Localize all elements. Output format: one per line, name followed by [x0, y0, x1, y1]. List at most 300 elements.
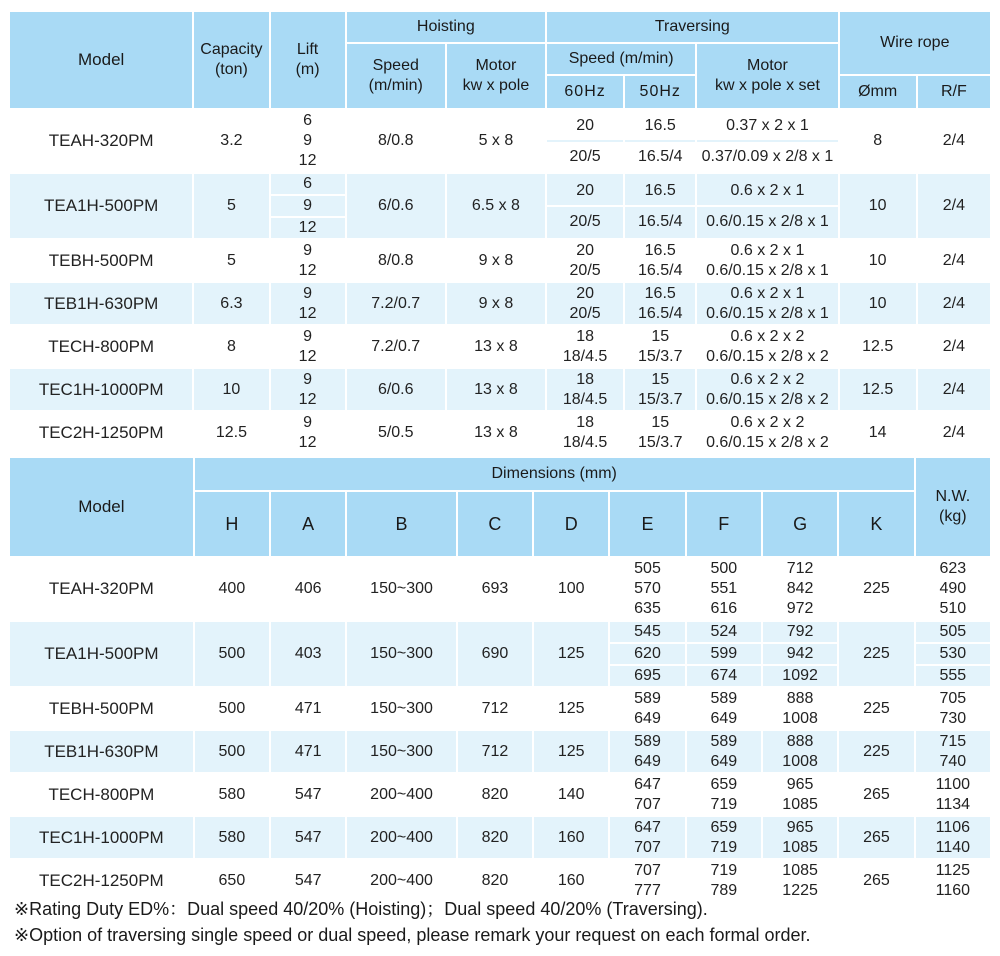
speed-60hz-cell — [547, 412, 623, 453]
speed-60hz-cell — [547, 369, 623, 410]
dim-g-cell — [763, 817, 837, 858]
hoisting-motor-cell: 5 x 8 — [447, 110, 545, 172]
speed-50hz-cell-line: 15/3.7 — [637, 433, 683, 451]
table-row — [10, 622, 990, 686]
table-row — [10, 326, 990, 367]
dim-b-cell: 150~300 — [347, 622, 455, 686]
dim-c-cell: 820 — [458, 817, 532, 858]
table-row — [10, 174, 990, 238]
lift-cell-line: 12 — [298, 347, 317, 365]
dim-h-cell: 500 — [195, 731, 269, 772]
dim-e-cell-line: 649 — [634, 709, 661, 727]
traversing-motor-cell-line: 0.6 x 2 x 1 — [730, 241, 805, 259]
dim-g-cell-line: 1225 — [782, 881, 818, 899]
model-cell: TEA1H-500PM — [10, 622, 193, 686]
rope-diameter-cell: 8 — [840, 110, 916, 172]
hoisting-speed-cell: 5/0.5 — [347, 412, 445, 453]
traversing-motor-cell-line: 0.37/0.09 x 2/8 x 1 — [697, 140, 837, 171]
speed-50hz-cell-line: 16.5 — [644, 241, 676, 259]
dim-f-cell-line: 659 — [710, 818, 738, 836]
dim-k-cell: 225 — [839, 622, 913, 686]
dim-h-cell: 400 — [195, 558, 269, 620]
dim-f-cell — [687, 622, 761, 686]
model-cell: TEC1H-1000PM — [10, 817, 193, 858]
rope-diameter-cell: 12.5 — [840, 326, 916, 367]
speed-60hz-cell-line: 18/4.5 — [562, 390, 608, 408]
header-dim-g: G — [763, 492, 837, 556]
header-dim-f: F — [687, 492, 761, 556]
dimensions-table — [8, 456, 992, 903]
capacity-cell: 6.3 — [194, 283, 268, 324]
dim-b-cell: 150~300 — [347, 731, 455, 772]
dim-e-cell-line: 589 — [634, 732, 661, 750]
table-row — [10, 240, 990, 281]
net-weight-cell-line: 1100 — [935, 775, 971, 793]
model-cell: TEC2H-1250PM — [10, 860, 193, 901]
header-traversing: Traversing — [547, 12, 838, 42]
hoisting-motor-cell: 13 x 8 — [447, 369, 545, 410]
net-weight-cell-line: 530 — [916, 642, 990, 664]
rope-diameter-cell: 12.5 — [840, 369, 916, 410]
lift-cell-line: 12 — [298, 304, 317, 322]
speed-50hz-cell-line: 16.5/4 — [625, 205, 695, 236]
dim-g-cell-line: 1008 — [782, 752, 818, 770]
header-hoisting-speed: Speed (m/min) — [347, 44, 445, 108]
speed-60hz-cell-line: 18/4.5 — [562, 433, 608, 451]
lift-cell — [271, 174, 345, 238]
dim-e-cell-line: 545 — [634, 623, 661, 640]
net-weight-cell — [916, 860, 990, 901]
lift-cell-line: 9 — [303, 413, 313, 431]
dim-f-cell-line: 524 — [710, 623, 738, 640]
lift-cell — [271, 283, 345, 324]
traversing-motor-cell-line: 0.6 x 2 x 2 — [730, 370, 805, 388]
dim-g-cell — [763, 860, 837, 901]
net-weight-cell-line: 715 — [939, 732, 967, 750]
speed-60hz-cell-line: 18 — [576, 327, 594, 345]
speed-50hz-cell — [625, 412, 695, 453]
dim-g-cell-line: 712 — [786, 560, 814, 577]
header-capacity: Capacity (ton) — [194, 12, 268, 108]
speed-50hz-cell-line: 15/3.7 — [637, 390, 683, 408]
dim-g-cell — [763, 622, 837, 686]
dim-e-cell-line: 505 — [634, 560, 661, 577]
dim-b-cell: 200~400 — [347, 817, 455, 858]
dim-d-cell: 125 — [534, 688, 608, 729]
traversing-motor-cell-line: 0.6/0.15 x 2/8 x 1 — [706, 261, 829, 279]
hoisting-speed-cell: 6/0.6 — [347, 369, 445, 410]
dim-e-cell-line: 695 — [610, 664, 684, 686]
dim-f-cell-line: 551 — [710, 580, 738, 597]
header-dim-a: A — [271, 492, 345, 556]
dim-d-cell: 125 — [534, 731, 608, 772]
speed-60hz-cell-line: 20 — [576, 241, 594, 259]
dim-e-cell-line: 647 — [634, 818, 661, 836]
dim-e-cell-line: 589 — [634, 689, 661, 707]
dim-a-cell: 547 — [271, 860, 345, 901]
header-wire-rope: Wire rope — [840, 12, 990, 74]
speed-60hz-cell-line: 18 — [576, 413, 594, 431]
lift-cell-line: 9 — [303, 370, 313, 388]
dim-g-cell-line: 965 — [786, 775, 814, 793]
speed-50hz-cell-line: 15 — [651, 370, 670, 388]
model-cell: TEB1H-630PM — [10, 283, 192, 324]
dim-e-cell — [610, 731, 684, 772]
dim-a-cell: 403 — [271, 622, 345, 686]
speed-60hz-cell — [547, 283, 623, 324]
header-traversing-motor: Motor kw x pole x set — [697, 44, 837, 108]
speed-60hz-cell-line: 18/4.5 — [562, 347, 608, 365]
dim-f-cell-line: 616 — [710, 600, 738, 617]
footnotes — [14, 896, 811, 948]
rope-rf-cell: 2/4 — [918, 326, 990, 367]
dim-g-cell — [763, 774, 837, 815]
lift-cell-line: 9 — [303, 327, 313, 345]
dim-f-cell-line: 719 — [710, 838, 738, 856]
capacity-cell: 8 — [194, 326, 268, 367]
dim-f-cell-line: 719 — [710, 795, 738, 813]
rope-diameter-cell: 10 — [840, 283, 916, 324]
rope-rf-cell: 2/4 — [918, 412, 990, 453]
table-row — [10, 817, 990, 858]
speed-60hz-cell-line: 20 — [576, 284, 594, 302]
traversing-motor-cell — [697, 369, 837, 410]
model-cell: TEAH-320PM — [10, 110, 192, 172]
lift-cell-line: 6 — [303, 112, 313, 129]
dim-e-cell-line: 649 — [634, 752, 661, 770]
dim-e-cell-line: 620 — [610, 642, 684, 664]
dim-h-cell: 500 — [195, 688, 269, 729]
dim-g-cell-line: 1092 — [763, 664, 837, 686]
net-weight-cell — [916, 731, 990, 772]
dim-f-cell-line: 659 — [710, 775, 738, 793]
traversing-motor-cell-line: 0.6/0.15 x 2/8 x 2 — [706, 390, 829, 408]
speed-50hz-cell-line: 15 — [651, 413, 670, 431]
dim-g-cell-line: 842 — [786, 580, 814, 597]
dim-h-cell: 580 — [195, 774, 269, 815]
header-dim-k: K — [839, 492, 913, 556]
dim-e-cell-line: 707 — [634, 795, 661, 813]
header-dimensions: Dimensions (mm) — [195, 458, 914, 490]
speed-50hz-cell — [625, 326, 695, 367]
lift-cell-line: 12 — [298, 261, 317, 279]
net-weight-cell — [916, 688, 990, 729]
net-weight-cell — [916, 817, 990, 858]
dim-d-cell: 140 — [534, 774, 608, 815]
speed-60hz-cell-line: 20/5 — [547, 205, 623, 236]
dim-e-cell-line: 635 — [634, 600, 661, 617]
traversing-motor-cell-line: 0.6/0.15 x 2/8 x 1 — [697, 205, 837, 236]
dim-k-cell: 265 — [839, 860, 913, 901]
lift-cell — [271, 369, 345, 410]
dim-k-cell: 265 — [839, 774, 913, 815]
dim-d-cell: 100 — [534, 558, 608, 620]
dim-g-cell-line: 942 — [763, 642, 837, 664]
hoisting-motor-cell: 9 x 8 — [447, 240, 545, 281]
traversing-motor-cell-line: 0.6 x 2 x 1 — [730, 284, 805, 302]
net-weight-cell-line: 490 — [939, 580, 967, 597]
table-row — [10, 283, 990, 324]
capacity-cell: 10 — [194, 369, 268, 410]
header-rope-diameter: Ømm — [840, 76, 916, 108]
traversing-motor-cell — [697, 412, 837, 453]
dim-d-cell: 125 — [534, 622, 608, 686]
net-weight-cell-line: 1134 — [935, 795, 971, 813]
dim-h-cell: 650 — [195, 860, 269, 901]
traversing-motor-cell-line: 0.6/0.15 x 2/8 x 2 — [706, 433, 829, 451]
lift-cell-line: 12 — [298, 152, 317, 169]
model-cell: TEA1H-500PM — [10, 174, 192, 238]
lift-cell-line: 9 — [303, 132, 313, 149]
capacity-cell: 3.2 — [194, 110, 268, 172]
lift-cell — [271, 412, 345, 453]
header-60hz: 60Hz — [547, 76, 623, 108]
table-row — [10, 774, 990, 815]
dim-c-cell: 690 — [458, 622, 532, 686]
capacity-cell: 5 — [194, 174, 268, 238]
dim-f-cell-line: 674 — [687, 664, 761, 686]
dim-e-cell-line: 570 — [634, 580, 661, 597]
dim-f-cell-line: 599 — [687, 642, 761, 664]
lift-cell-line: 12 — [298, 390, 317, 408]
rope-rf-cell: 2/4 — [918, 110, 990, 172]
model-cell: TEBH-500PM — [10, 688, 193, 729]
header-dim-e: E — [610, 492, 684, 556]
dim-f-cell-line: 649 — [710, 709, 738, 727]
dim-c-cell: 712 — [458, 688, 532, 729]
hoisting-speed-cell: 8/0.8 — [347, 110, 445, 172]
dim-e-cell — [610, 622, 684, 686]
rope-rf-cell: 2/4 — [918, 283, 990, 324]
speed-50hz-cell-line: 16.5/4 — [637, 304, 683, 322]
lift-cell-line: 6 — [303, 175, 313, 192]
dim-f-cell — [687, 558, 761, 620]
dim-f-cell — [687, 731, 761, 772]
dim-f-cell — [687, 774, 761, 815]
dim-g-cell-line: 1085 — [782, 795, 818, 813]
dim-a-cell: 471 — [271, 731, 345, 772]
net-weight-cell-line: 1160 — [935, 881, 971, 899]
table-row — [10, 860, 990, 901]
dim-e-cell — [610, 558, 684, 620]
speed-50hz-cell-line: 16.5 — [644, 284, 676, 302]
lift-cell — [271, 326, 345, 367]
speed-50hz-cell — [625, 110, 695, 172]
dim-a-cell: 547 — [271, 817, 345, 858]
rope-diameter-cell: 14 — [840, 412, 916, 453]
footnote-option: ※Option of traversing single speed or dual speed, please remark your request on each formal order. — [14, 925, 811, 945]
header-rope-rf: R/F — [918, 76, 990, 108]
traversing-motor-cell-line: 0.37 x 2 x 1 — [726, 117, 809, 134]
speed-60hz-cell — [547, 110, 623, 172]
net-weight-cell-line: 1125 — [935, 861, 971, 879]
speed-50hz-cell — [625, 174, 695, 238]
specs-table — [8, 10, 992, 455]
traversing-motor-cell-line: 0.6/0.15 x 2/8 x 1 — [706, 304, 829, 322]
traversing-motor-cell-line: 0.6/0.15 x 2/8 x 2 — [706, 347, 829, 365]
hoisting-speed-cell: 7.2/0.7 — [347, 326, 445, 367]
hoisting-motor-cell: 13 x 8 — [447, 326, 545, 367]
speed-50hz-cell-line: 16.5 — [644, 117, 676, 134]
dim-g-cell — [763, 688, 837, 729]
header-hoisting-motor: Motor kw x pole — [447, 44, 545, 108]
hoisting-motor-cell: 6.5 x 8 — [447, 174, 545, 238]
dim-g-cell-line: 1085 — [782, 838, 818, 856]
header-50hz: 50Hz — [625, 76, 695, 108]
rope-rf-cell: 2/4 — [918, 240, 990, 281]
net-weight-cell-line: 740 — [939, 752, 967, 770]
model-cell: TEC2H-1250PM — [10, 412, 192, 453]
speed-50hz-cell — [625, 240, 695, 281]
dim-g-cell-line: 792 — [786, 623, 814, 640]
header-hoisting: Hoisting — [347, 12, 545, 42]
lift-cell — [271, 240, 345, 281]
traversing-motor-cell-line: 0.6 x 2 x 2 — [730, 327, 805, 345]
header-model: Model — [10, 458, 193, 556]
net-weight-cell-line: 705 — [939, 689, 967, 707]
lift-cell — [271, 110, 345, 172]
dim-d-cell: 160 — [534, 860, 608, 901]
net-weight-cell-line: 1140 — [935, 838, 971, 856]
net-weight-cell — [916, 622, 990, 686]
dim-c-cell: 820 — [458, 774, 532, 815]
model-cell: TECH-800PM — [10, 774, 193, 815]
dim-c-cell: 693 — [458, 558, 532, 620]
lift-cell-line: 9 — [271, 194, 345, 216]
dim-e-cell-line: 777 — [634, 881, 661, 899]
dim-h-cell: 580 — [195, 817, 269, 858]
dim-h-cell: 500 — [195, 622, 269, 686]
traversing-motor-cell-line: 0.6 x 2 x 1 — [730, 182, 805, 199]
table-row — [10, 731, 990, 772]
header-model: Model — [10, 12, 192, 108]
dim-g-cell-line: 965 — [786, 818, 814, 836]
model-cell: TEC1H-1000PM — [10, 369, 192, 410]
dim-g-cell-line: 888 — [786, 732, 814, 750]
dim-b-cell: 200~400 — [347, 774, 455, 815]
speed-60hz-cell-line: 20 — [576, 182, 594, 199]
dim-g-cell-line: 888 — [786, 689, 814, 707]
footnote-duty: ※Rating Duty ED%：Dual speed 40/20% (Hoisting)；Dual speed 40/20% (Traversing). — [14, 899, 708, 919]
dim-f-cell — [687, 817, 761, 858]
net-weight-cell-line: 505 — [939, 623, 967, 640]
net-weight-cell-line: 510 — [939, 600, 967, 617]
speed-50hz-cell-line: 16.5/4 — [637, 261, 683, 279]
speed-60hz-cell-line: 20/5 — [569, 304, 601, 322]
rope-diameter-cell: 10 — [840, 174, 916, 238]
dim-e-cell — [610, 860, 684, 901]
table-row — [10, 412, 990, 453]
dim-b-cell: 150~300 — [347, 688, 455, 729]
dim-a-cell: 471 — [271, 688, 345, 729]
dim-k-cell: 265 — [839, 817, 913, 858]
lift-cell-line: 9 — [303, 284, 313, 302]
dim-e-cell-line: 707 — [634, 838, 661, 856]
dim-f-cell-line: 589 — [710, 689, 738, 707]
dim-e-cell-line: 707 — [634, 861, 661, 879]
speed-60hz-cell-line: 20/5 — [547, 140, 623, 171]
rope-rf-cell: 2/4 — [918, 174, 990, 238]
dim-e-cell — [610, 774, 684, 815]
traversing-motor-cell — [697, 326, 837, 367]
dim-a-cell: 406 — [271, 558, 345, 620]
lift-cell-line: 12 — [298, 433, 317, 451]
speed-60hz-cell-line: 20 — [576, 117, 594, 134]
capacity-cell: 5 — [194, 240, 268, 281]
dim-e-cell — [610, 817, 684, 858]
dim-b-cell: 200~400 — [347, 860, 455, 901]
traversing-motor-cell — [697, 110, 837, 172]
hoisting-motor-cell: 9 x 8 — [447, 283, 545, 324]
speed-60hz-cell-line: 18 — [576, 370, 594, 388]
dim-g-cell — [763, 558, 837, 620]
traversing-motor-cell — [697, 174, 837, 238]
traversing-motor-cell — [697, 240, 837, 281]
dim-f-cell — [687, 688, 761, 729]
dim-f-cell — [687, 860, 761, 901]
dim-f-cell-line: 589 — [710, 732, 738, 750]
capacity-cell: 12.5 — [194, 412, 268, 453]
header-traversing-speed: Speed (m/min) — [547, 44, 695, 74]
dim-g-cell-line: 1008 — [782, 709, 818, 727]
dim-d-cell: 160 — [534, 817, 608, 858]
net-weight-cell-line: 1106 — [935, 818, 971, 836]
hoisting-speed-cell: 8/0.8 — [347, 240, 445, 281]
speed-60hz-cell — [547, 326, 623, 367]
lift-cell-line: 9 — [303, 241, 313, 259]
lift-cell-line: 12 — [271, 216, 345, 238]
dim-k-cell: 225 — [839, 731, 913, 772]
dim-f-cell-line: 789 — [710, 881, 738, 899]
table-row — [10, 110, 990, 172]
net-weight-cell-line: 623 — [939, 560, 967, 577]
dim-f-cell-line: 719 — [710, 861, 738, 879]
speed-50hz-cell — [625, 369, 695, 410]
header-dim-c: C — [458, 492, 532, 556]
dim-f-cell-line: 500 — [710, 560, 738, 577]
header-net-weight: N.W. (kg) — [916, 458, 990, 556]
hoisting-speed-cell: 6/0.6 — [347, 174, 445, 238]
net-weight-cell — [916, 774, 990, 815]
header-lift: Lift (m) — [271, 12, 345, 108]
model-cell: TEBH-500PM — [10, 240, 192, 281]
dim-e-cell-line: 647 — [634, 775, 661, 793]
speed-60hz-cell — [547, 174, 623, 238]
dim-k-cell: 225 — [839, 688, 913, 729]
net-weight-cell-line: 730 — [939, 709, 967, 727]
dim-k-cell: 225 — [839, 558, 913, 620]
dim-c-cell: 820 — [458, 860, 532, 901]
traversing-motor-cell — [697, 283, 837, 324]
header-dim-b: B — [347, 492, 455, 556]
header-dim-h: H — [195, 492, 269, 556]
speed-50hz-cell-line: 15/3.7 — [637, 347, 683, 365]
dim-e-cell — [610, 688, 684, 729]
model-cell: TEB1H-630PM — [10, 731, 193, 772]
dim-g-cell — [763, 731, 837, 772]
net-weight-cell — [916, 558, 990, 620]
dim-g-cell-line: 972 — [786, 600, 814, 617]
dim-a-cell: 547 — [271, 774, 345, 815]
speed-60hz-cell — [547, 240, 623, 281]
dim-c-cell: 712 — [458, 731, 532, 772]
speed-50hz-cell — [625, 283, 695, 324]
dim-g-cell-line: 1085 — [782, 861, 818, 879]
dim-f-cell-line: 649 — [710, 752, 738, 770]
header-dim-d: D — [534, 492, 608, 556]
table-row — [10, 369, 990, 410]
net-weight-cell-line: 555 — [916, 664, 990, 686]
